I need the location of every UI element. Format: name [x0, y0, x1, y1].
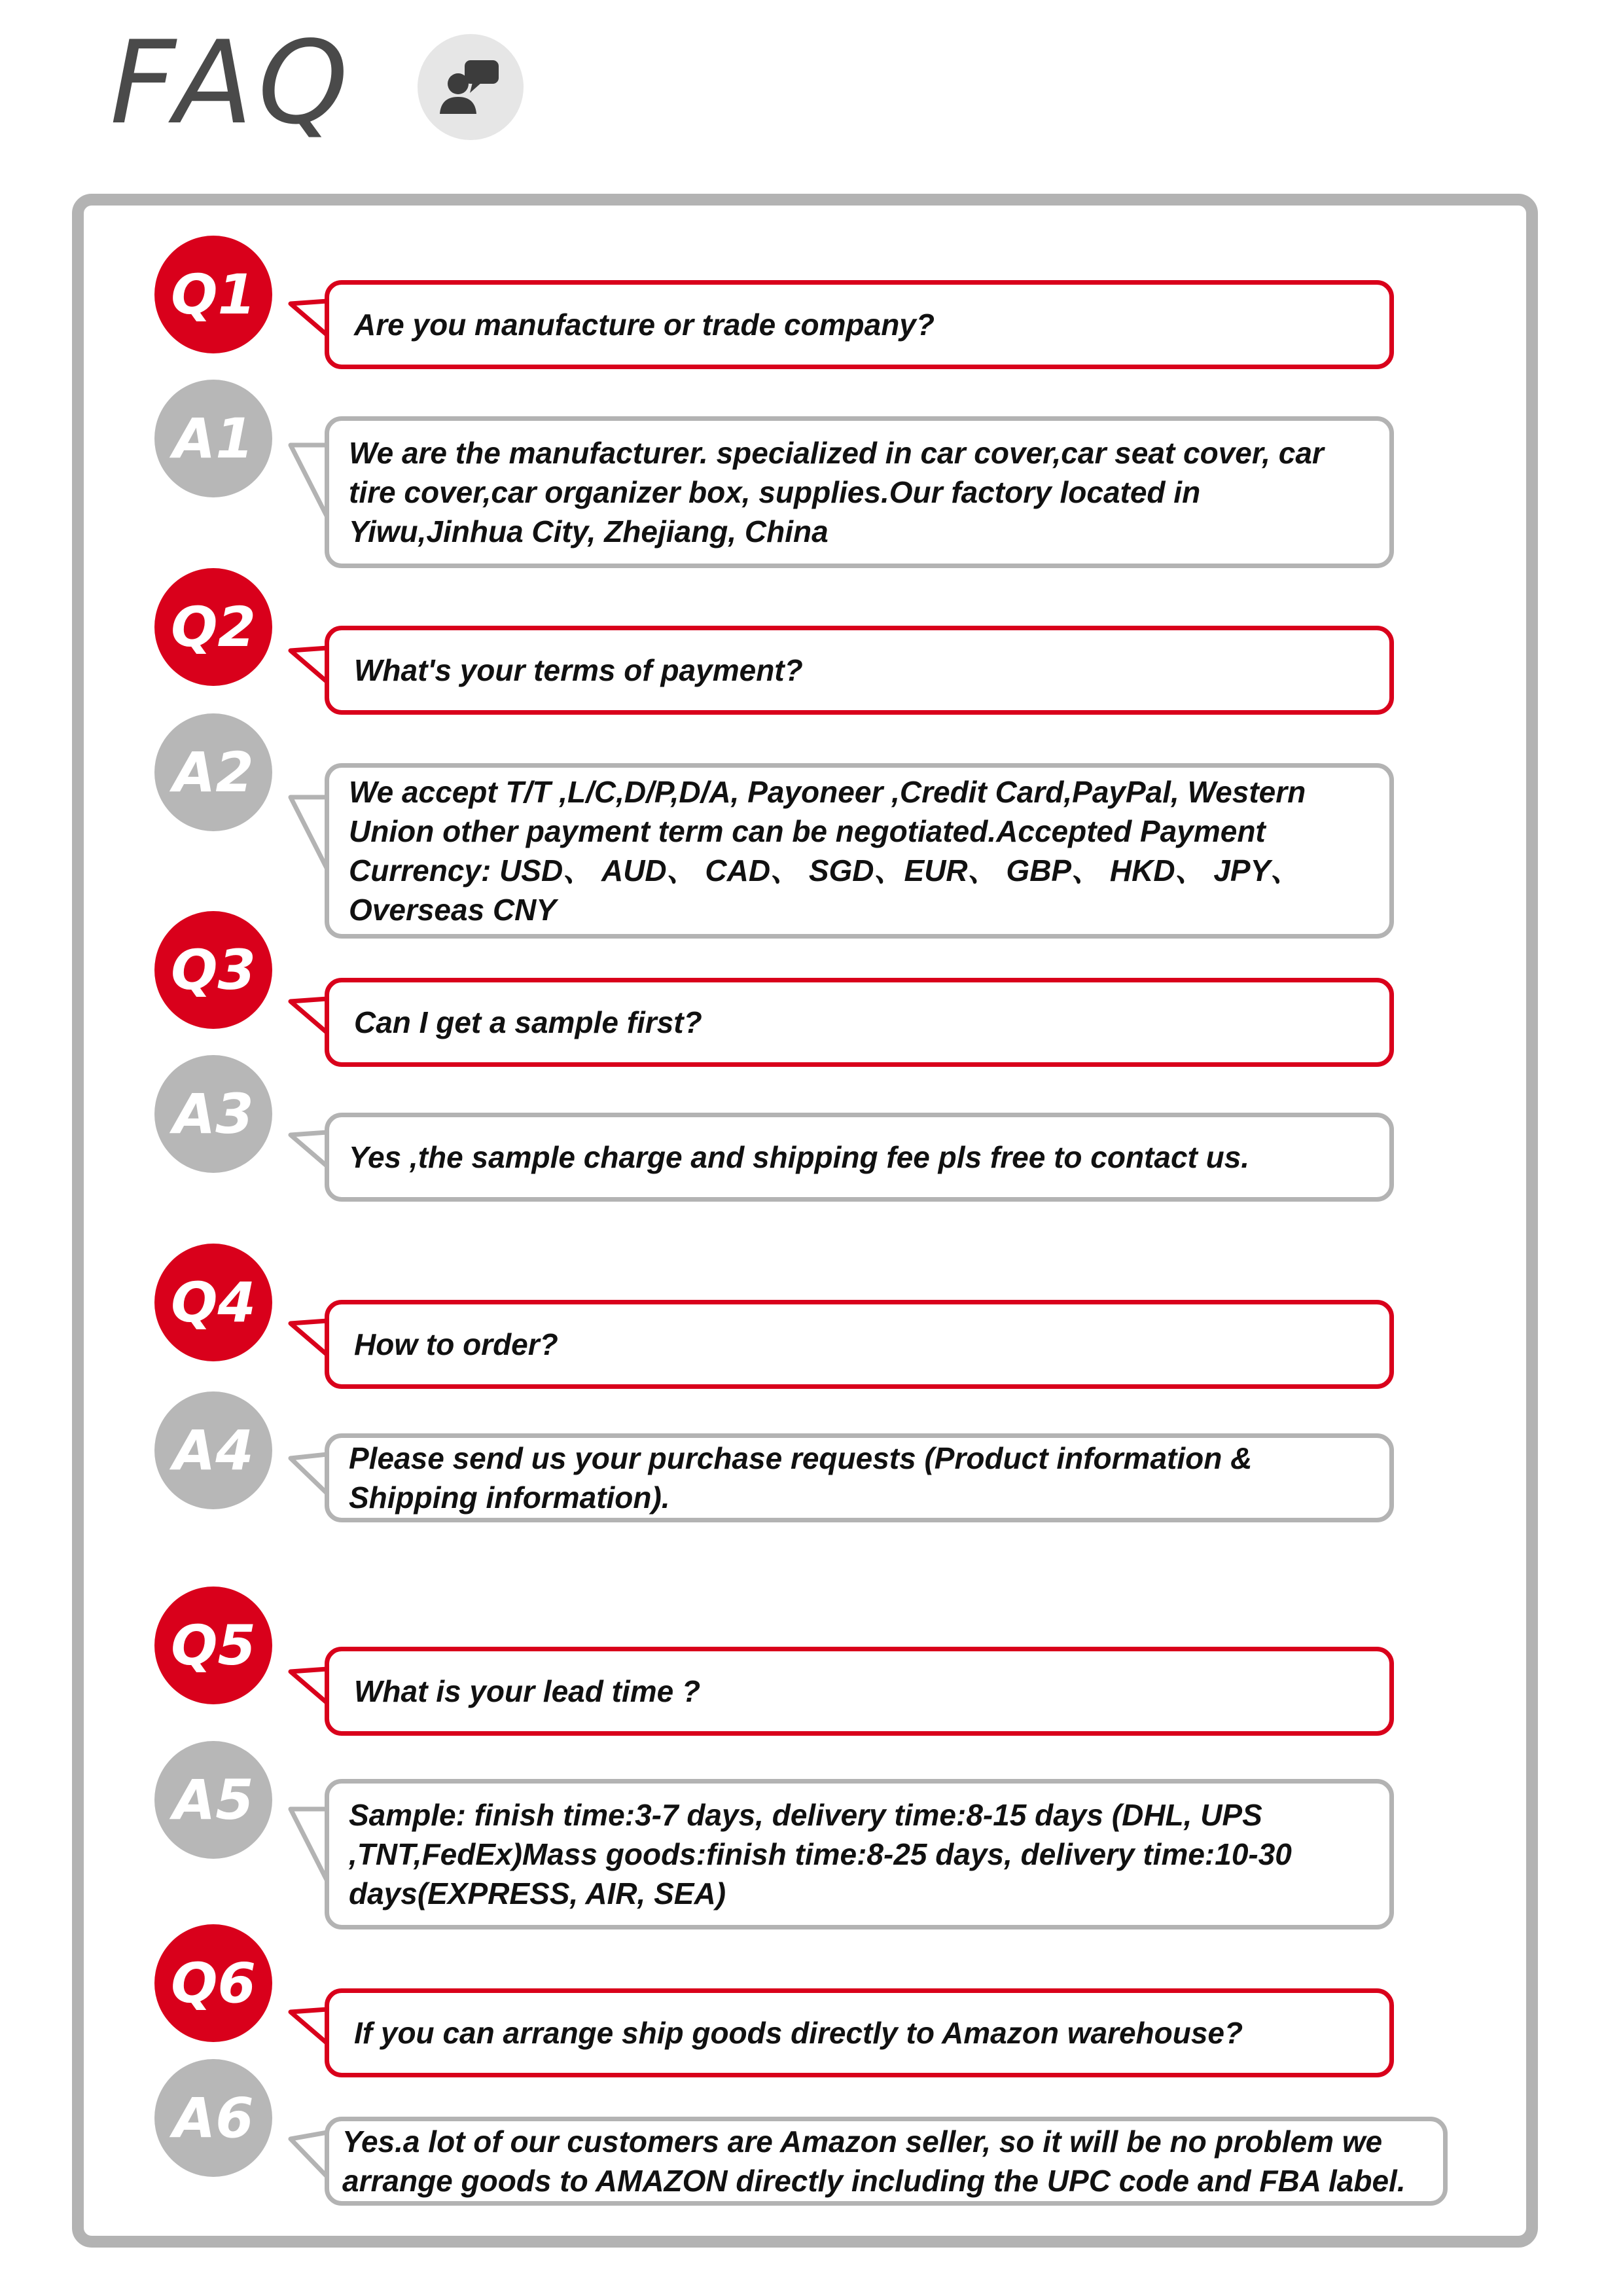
question-text: If you can arrange ship goods directly to Amazon warehouse?: [354, 2016, 1243, 2050]
question-badge-2: Q2: [154, 568, 272, 686]
answer-bubble-6: [325, 2117, 1448, 2206]
question-badge-1: Q1: [154, 236, 272, 353]
question-text: Are you manufacture or trade company?: [354, 308, 935, 342]
answer-text: Sample: finish time:3-7 days, delivery time:8-15 days (DHL, UPS ,TNT,FedEx)Mass goods:finish time:8-25 days, delivery time:10-30 days(EXPRESS, AIR, SEA): [349, 1798, 1292, 1910]
chat-people-icon: [418, 34, 524, 140]
question-badge-6: Q6: [154, 1924, 272, 2042]
answer-bubble-5: [325, 1779, 1394, 1929]
answer-text: We are the manufacturer. specialized in car cover,car seat cover, car tire cover,car organizer box, supplies.Our factory located in Yiwu,Jinhua City, Zhejiang, China: [349, 436, 1324, 548]
answer-badge-5: A5: [154, 1741, 272, 1859]
answer-text: Yes.a lot of our customers are Amazon seller, so it will be no problem we arrange goods to AMAZON directly including the UPC code and FBA label.: [342, 2125, 1406, 2198]
question-bubble-6: [325, 1988, 1394, 2077]
question-bubble-4: [325, 1300, 1394, 1389]
answer-badge-2: A2: [154, 713, 272, 831]
answer-text: We accept T/T ,L/C,D/P,D/A, Payoneer ,Credit Card,PayPal, Western Union other payment term can be negotiated.Accepted Payment Currency: USD、 AUD、 CAD、 SGD、EUR、 GBP、 HKD、 JPY、 Overseas CNY: [349, 775, 1306, 927]
question-text: What's your terms of payment?: [354, 653, 803, 687]
answer-badge-6: A6: [154, 2059, 272, 2177]
question-text: Can I get a sample first?: [354, 1005, 702, 1039]
page-title: FAQ: [110, 17, 353, 150]
question-bubble-1: [325, 280, 1394, 369]
question-badge-4: Q4: [154, 1244, 272, 1361]
answer-bubble-3: [325, 1113, 1394, 1202]
question-bubble-2: [325, 626, 1394, 715]
question-text: What is your lead time ?: [354, 1674, 701, 1708]
question-badge-3: Q3: [154, 911, 272, 1029]
answer-badge-1: A1: [154, 380, 272, 497]
question-text: How to order?: [354, 1327, 558, 1361]
answer-text: Yes ,the sample charge and shipping fee pls free to contact us.: [349, 1140, 1250, 1174]
answer-bubble-4: [325, 1433, 1394, 1522]
answer-bubble-1: [325, 416, 1394, 568]
answer-text: Please send us your purchase requests (Product information & Shipping information).: [349, 1441, 1253, 1515]
question-badge-5: Q5: [154, 1587, 272, 1704]
answer-bubble-2: [325, 763, 1394, 939]
question-bubble-3: [325, 978, 1394, 1067]
answer-badge-4: A4: [154, 1391, 272, 1509]
answer-badge-3: A3: [154, 1055, 272, 1173]
question-bubble-5: [325, 1647, 1394, 1736]
